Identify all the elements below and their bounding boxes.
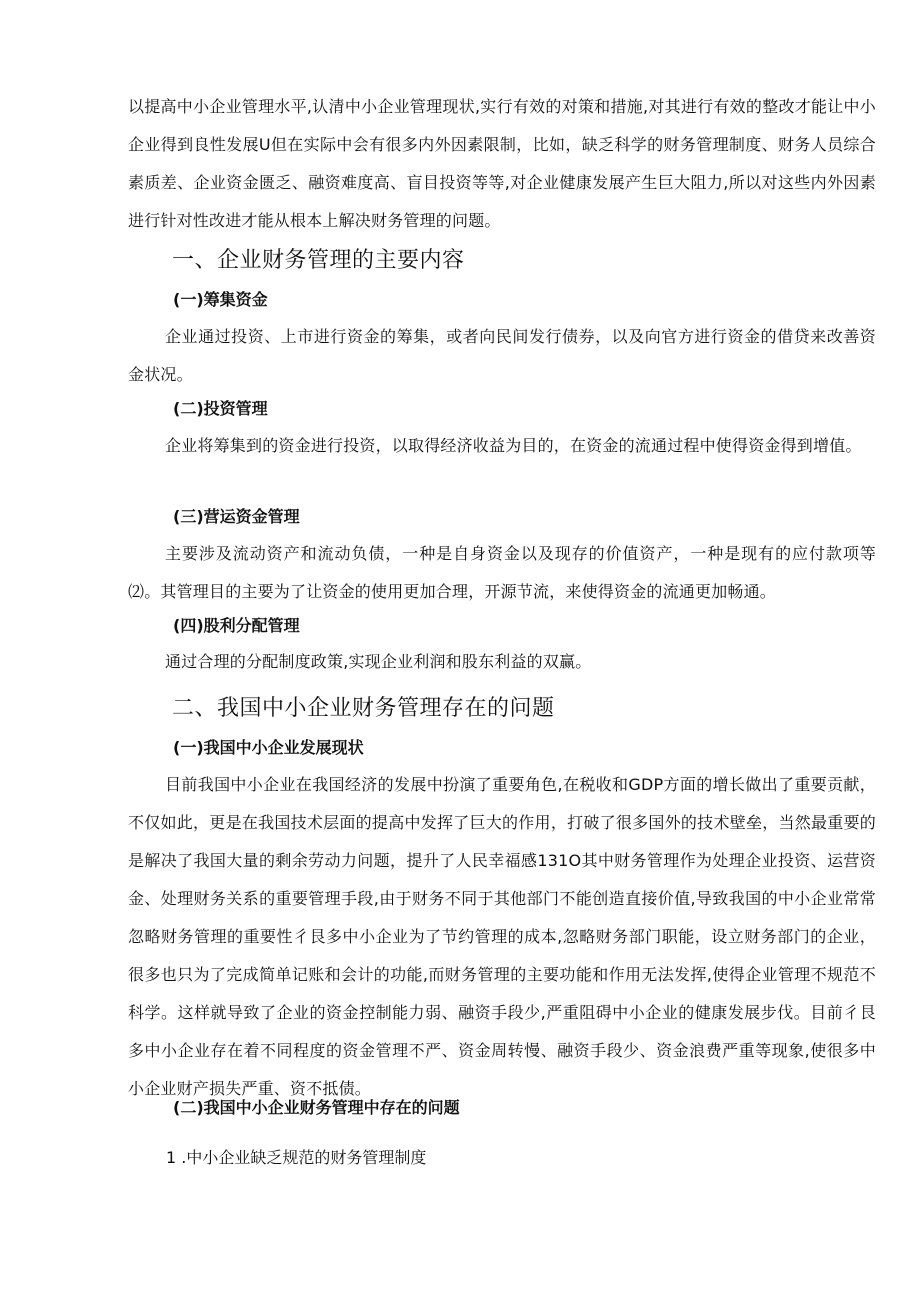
subsection-1-2-text: 企业将筹集到的资金进行投资，以取得经济收益为目的，在资金的流通过程中使得资金得到增值。 [165,436,862,455]
subsection-1-2-heading: (二)投资管理 [173,399,268,418]
subsection-1-1-heading: (一)筹集资金 [173,290,268,309]
subsection-1-3-heading: (三)营运资金管理 [173,507,300,526]
subsection-1-4-text: 通过合理的分配制度政策,实现企业利润和股东利益的双赢。 [165,652,592,671]
section-1-heading: 一、企业财务管理的主要内容 [172,248,465,273]
subsection-1-4-heading: (四)股利分配管理 [173,616,300,635]
section-2-heading: 二、我国中小企业财务管理存在的问题 [172,696,555,721]
list-item-1: 1 .中小企业缺乏规范的财务管理制度 [166,1148,427,1167]
subsection-2-2-heading: (二)我国中小企业财务管理中存在的问题 [173,1098,460,1117]
subsection-2-1-text: 目前我国中小企业在我国经济的发展中扮演了重要角色,在税收和GDP方面的增长做出了重要贡献，不仅如此，更是在我国技术层面的提高中发挥了巨大的作用，打破了很多国外的技术壁垒，当然最重要的是解决了我国大量的剩余劳动力问题，提升了人民幸福感131O其中财务管理作为处理企业投资、运营资金、处理财务关系的重要管理手段,由于财务不同于其他部门不能创造直接价值,导致我国的中小企业常常忽略财务管理的重要性彳艮多中小企业为了节约管理的成本,忽略财务部门职能，设立财务部门的企业，很多也只为了完成简单记账和会计的功能,而财务管理的主要功能和作用无法发挥,使得企业管理不规范不科学。这样就导致了企业的资金控制能力弱、融资手段少,严重阻碍中小企业的健康发展步伐。目前彳艮多中小企业存在着不同程度的资金管理不严、资金周转慢、融资手段少、资金浪费严重等现象,使很多中小企业财产损失严重、资不抵债。 [128,775,876,1098]
intro-paragraph: 以提高中小企业管理水平,认清中小企业管理现状,实行有效的对策和措施,对其进行有效的整改才能让中小企业得到良性发展U但在实际中会有很多内外因素限制，比如，缺乏科学的财务管理制度、财务人员综合素质差、企业资金匮乏、融资难度高、盲目投资等等,对企业健康发展产生巨大阻力,所以对这些内外因素进行针对性改进才能从根本上解决财务管理的问题。 [128,97,876,230]
subsection-1-3-text: 主要涉及流动资产和流动负债，一种是自身资金以及现存的价值资产，一种是现有的应付款项等⑵。其管理目的主要为了让资金的使用更加合理，开源节流，来使得资金的流通更加畅通。 [128,544,876,601]
subsection-2-1-heading: (一)我国中小企业发展现状 [173,738,364,757]
subsection-1-1-text: 企业通过投资、上市进行资金的筹集，或者向民间发行债券，以及向官方进行资金的借贷来改善资金状况。 [128,327,876,384]
